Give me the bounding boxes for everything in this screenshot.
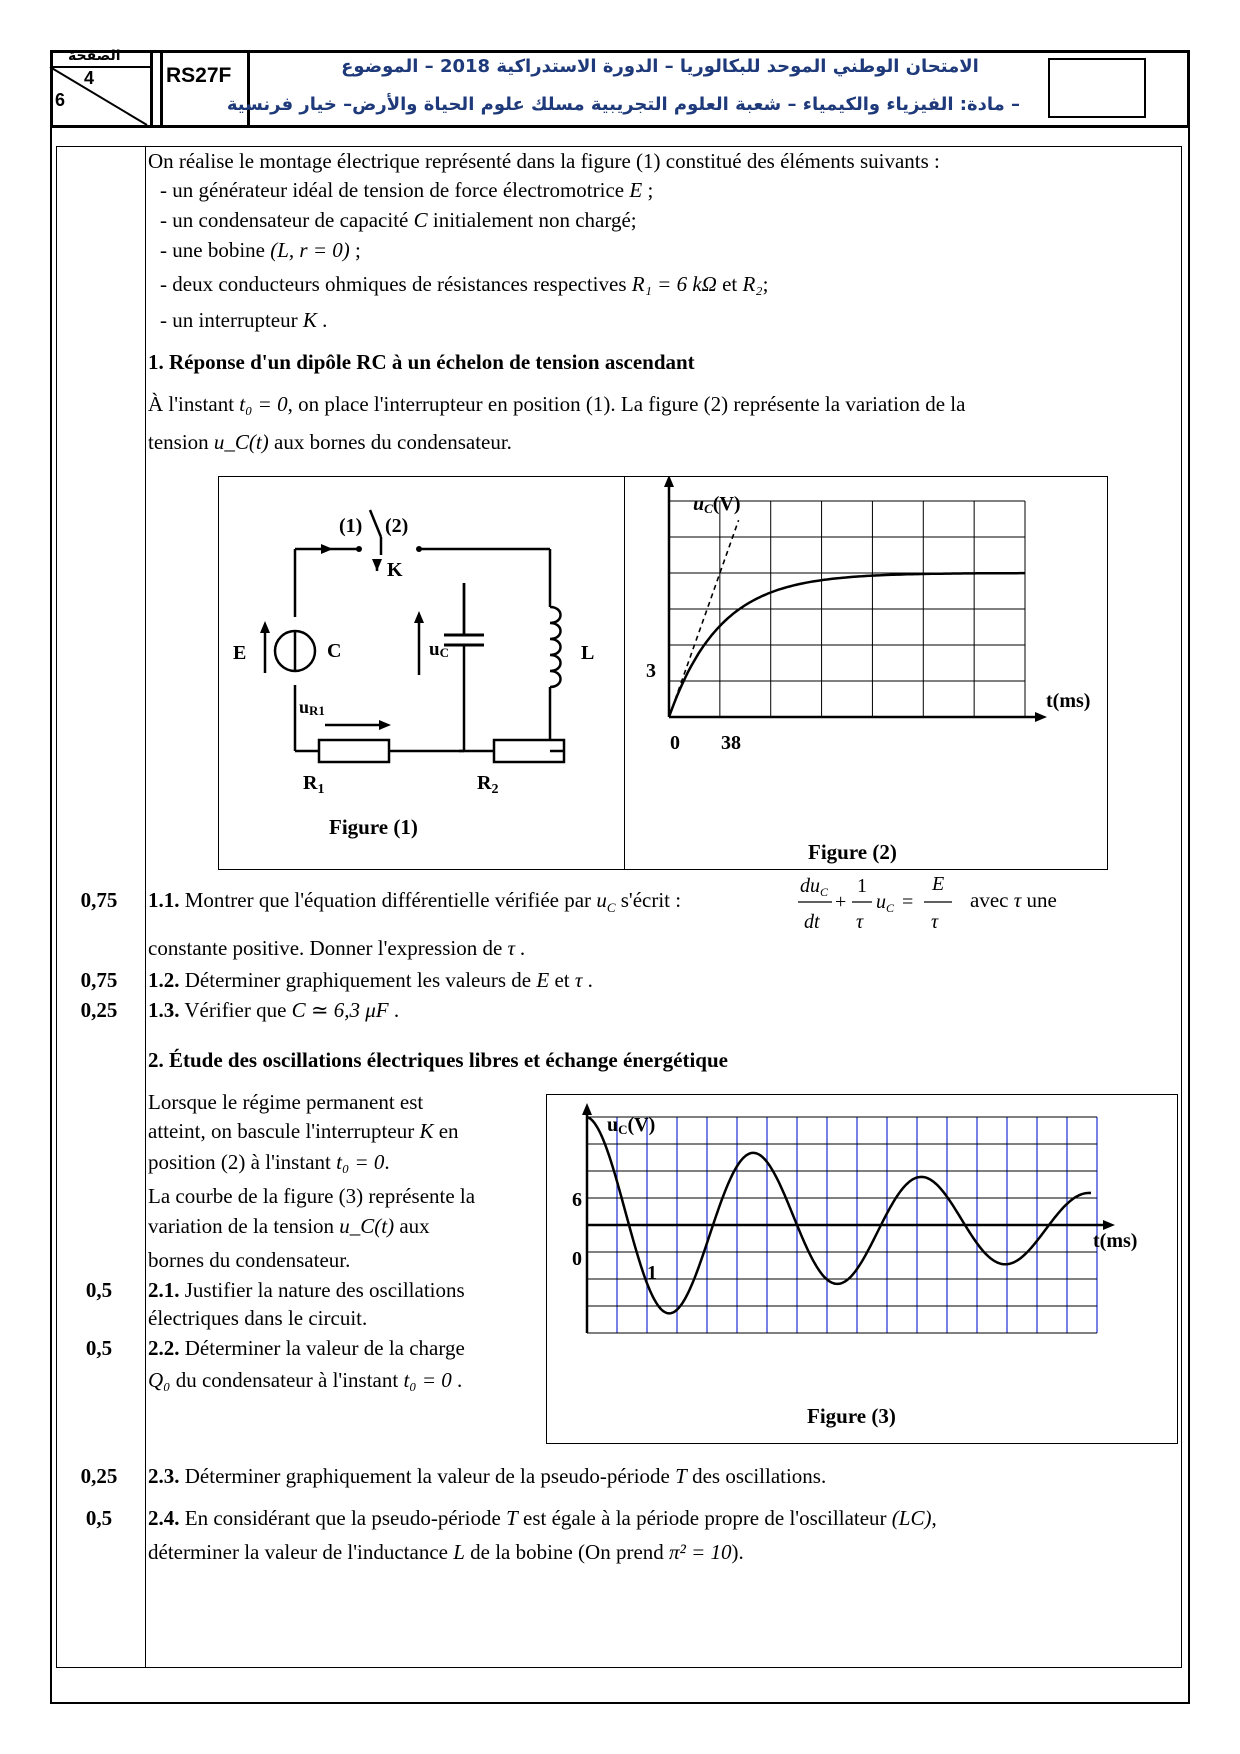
figure2-caption: Figure (2) [808, 840, 897, 864]
question-2-1-line2: électriques dans le circuit. [148, 1306, 368, 1330]
points-q2-1: 0,5 [85, 1278, 113, 1302]
section2-title: 2. Étude des oscillations électriques libres et échange énergétique [148, 1048, 728, 1072]
figure3-y-tick-0: 0 [572, 1248, 582, 1270]
intro-item-generator: - un générateur idéal de tension de force électromotrice E ; [160, 178, 654, 202]
intro-item-switch: - un interrupteur K . [160, 308, 328, 332]
figure3-chart [547, 1095, 1177, 1443]
label-C: C [327, 640, 342, 662]
label-R2: $R_2$ [477, 772, 499, 797]
label-E: E [233, 642, 247, 664]
points-q2-4: 0,5 [85, 1506, 113, 1530]
figure2-chart [625, 477, 1107, 869]
label-position-1: (1) [339, 515, 363, 537]
svg-text:E: E [932, 873, 945, 895]
svg-text:τ: τ [931, 911, 939, 933]
figure3-x-axis-arrow [1103, 1220, 1115, 1230]
question-1-1-line2: constante positive. Donner l'expression de τ . [148, 936, 526, 960]
svg-text:=: = [902, 891, 914, 913]
label-uC: uC [429, 639, 449, 660]
intro-line: On réalise le montage électrique représenté dans la figure (1) constitué des éléments suivants : [148, 149, 940, 173]
points-q2-2: 0,5 [85, 1336, 113, 1360]
figure2-origin-label: 0 [670, 732, 680, 754]
figure3-caption: Figure (3) [807, 1404, 896, 1428]
figure3-oscillation-curve [587, 1117, 1091, 1313]
header-title-line2: – مادة: الفيزياء والكيمياء – شعبة العلوم التجريبية مسلك علوم الحياة والأرض– خيار فرنسية [226, 94, 1020, 115]
label-position-2: (2) [385, 515, 409, 537]
question-2-4-line2: déterminer la valeur de l'inductance L de la bobine (On prend π² = 10). [148, 1540, 744, 1564]
svg-text:uC: $u_C$ [876, 891, 895, 915]
question-1-1-end: avec τ une [970, 888, 1057, 912]
figure2-xlabel: t(ms) [1046, 690, 1091, 712]
section2-p6: bornes du condensateur. [148, 1248, 351, 1272]
points-q1-2: 0,75 [80, 968, 118, 992]
figure2-x-tick-38: 38 [721, 732, 741, 754]
figure3-grid [582, 1103, 1115, 1333]
section2-p2: atteint, on bascule l'interrupteur K en [148, 1119, 459, 1143]
figure3-x-tick-1: 1 [647, 1262, 657, 1284]
points-column-divider [145, 146, 146, 1668]
section2-p4: La courbe de la figure (3) représente la [148, 1184, 476, 1208]
figure3-y-axis-arrow [582, 1103, 592, 1115]
circuit-diagram [219, 477, 623, 869]
section2-p5: variation de la tension u_C(t) aux [148, 1214, 430, 1238]
page-label: الصفحة [68, 48, 121, 64]
svg-text:1: 1 [857, 875, 867, 897]
eq-dt: dt [804, 911, 820, 933]
figure2-ylabel: uC(V) [693, 493, 741, 516]
coil-symbol [550, 607, 561, 687]
label-uR1: uR1 [299, 697, 325, 718]
figure1-caption: Figure (1) [329, 815, 418, 839]
figure3-ylabel: uC(V) [607, 1114, 656, 1137]
page-total: 6 [55, 90, 66, 110]
section1-title: 1. Réponse d'un dipôle RC à un échelon de tension ascendant [148, 350, 695, 374]
question-2-4: 2.4. En considérant que la pseudo-période T est égale à la période propre de l'oscillateur (LC), [148, 1506, 937, 1530]
svg-text:τ: τ [856, 911, 864, 933]
section2-p3: position (2) à l'instant t₀ = 0. [148, 1150, 390, 1174]
question-2-2: 2.2. Déterminer la valeur de la charge [148, 1336, 465, 1360]
figure2-y-axis-arrow [664, 477, 674, 487]
question-2-3: 2.3. Déterminer graphiquement la valeur de la pseudo-période T des oscillations. [148, 1464, 827, 1488]
svg-text:+: + [835, 891, 847, 913]
question-1-2: 1.2. Déterminer graphiquement les valeurs de E et τ . [148, 968, 593, 992]
section1-text-line1: À l'instant t₀ = 0, on place l'interrupteur en position (1). La figure (2) représente la variation de la [148, 392, 966, 416]
label-switch-K: K [387, 559, 403, 581]
question-1-3: 1.3. Vérifier que C ≃ 6,3 μF . [148, 998, 400, 1022]
section2-p1: Lorsque le régime permanent est [148, 1090, 424, 1114]
figure3-y-tick-6: 6 [572, 1189, 582, 1211]
points-q2-3: 0,25 [80, 1464, 118, 1488]
section1-text-line2: tension u_C(t) aux bornes du condensateur. [148, 430, 512, 454]
current-arrow [321, 544, 333, 554]
question-2-1: 2.1. Justifier la nature des oscillations [148, 1278, 465, 1302]
page-number: 4 [84, 68, 95, 88]
intro-item-resistors: - deux conducteurs ohmiques de résistances respectives R₁ = 6 kΩ et R₂; [160, 272, 769, 296]
label-L: L [581, 642, 595, 664]
exam-code: RS27F [166, 64, 232, 87]
figure3-xlabel: t(ms) [1093, 1230, 1138, 1252]
intro-item-capacitor: - un condensateur de capacité C initialement non chargé; [160, 208, 637, 232]
figure2-y-tick-3: 3 [646, 660, 656, 682]
header-title-line1: الامتحان الوطني الموحد للبكالوريا – الدورة الاستدراكية 2018 – الموضوع [341, 56, 979, 77]
points-q1-3: 0,25 [80, 998, 118, 1022]
figure2-x-axis-arrow [1035, 712, 1047, 722]
points-q1-1: 0,75 [80, 888, 118, 912]
switch-blade [370, 510, 381, 537]
label-R1: $R_1$ [303, 772, 325, 797]
question-1-1: 1.1. Montrer que l'équation différentielle vérifiée par $u_C$ s'écrit : [148, 888, 682, 916]
intro-item-coil: - une bobine (L, r = 0) ; [160, 238, 361, 262]
resistor-R1 [319, 740, 389, 762]
eq-du: $du_C$ [800, 875, 829, 899]
differential-equation [794, 868, 964, 938]
question-2-2-line2: Q₀ du condensateur à l'instant t₀ = 0 . [148, 1368, 463, 1392]
